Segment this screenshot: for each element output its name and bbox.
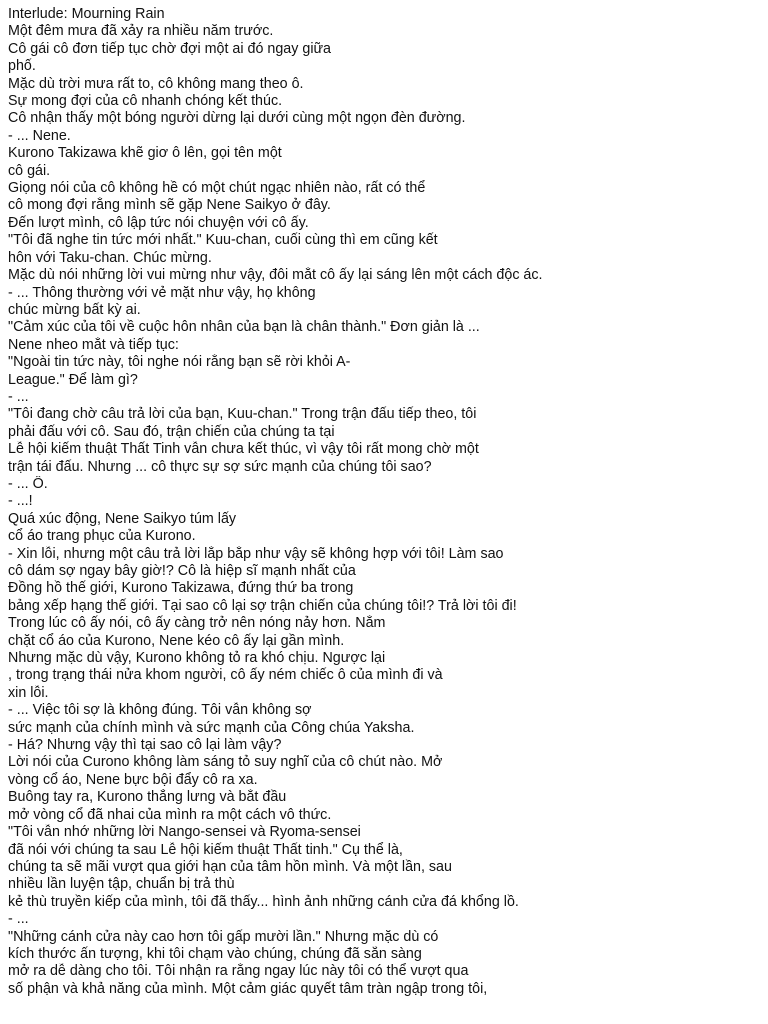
text-line: Mặc dù trời mưa rất to, cô không mang theo ô.: [8, 75, 304, 92]
text-line: kích thước ấn tượng, khi tôi chạm vào chúng, chúng đã sẵn sàng: [8, 945, 422, 962]
text-line: League." Để làm gì?: [8, 371, 138, 388]
text-line: cô dám sợ ngay bây giờ!? Cô là hiệp sĩ mạnh nhất của: [8, 563, 356, 579]
text-line: chúc mừng bất kỳ ai.: [8, 301, 141, 318]
text-line: "Tôi đã nghe tin tức mới nhất." Kuu-chan, cuối cùng thì em cũng kết: [8, 232, 438, 249]
text-line: số phận và khả năng của mình. Một cảm giác quyết tâm tràn ngập trong tôi,: [8, 980, 488, 997]
text-line: vòng cổ áo, Nene bực bội đẩy cô ra xa.: [8, 771, 258, 788]
text-line: "Ngoài tin tức này, tôi nghe nói rằng bạn sẽ rời khỏi A-: [8, 354, 351, 371]
text-line: hôn với Taku-chan. Chúc mừng.: [8, 249, 212, 266]
text-line: "Cảm xúc của tôi về cuộc hôn nhân của bạn là chân thành." Đơn giản là ...: [8, 319, 480, 336]
text-line: phải đấu với cô. Sau đó, trận chiến của chúng ta tại: [8, 423, 335, 440]
text-line: Cô nhận thấy một bóng người dừng lại dưới cùng một ngọn đèn đường.: [8, 110, 466, 127]
text-line: Quá xúc động, Nene Saikyo túm lấy: [8, 510, 237, 527]
text-line: Trong lúc cô ấy nói, cô ấy càng trở nên nóng nảy hơn. Nắm: [8, 615, 386, 632]
text-line: cô mong đợi rằng mình sẽ gặp Nene Saikyo ở đây.: [8, 197, 331, 214]
text-line: Mặc dù nói những lời vui mừng như vậy, đôi mắt cô ấy lại sáng lên một cách độc ác.: [8, 267, 543, 284]
text-line: Lời nói của Curono không làm sáng tỏ suy nghĩ của cô chút nào. Mở: [8, 754, 443, 771]
text-line: - ...!: [8, 493, 33, 510]
text-line: phố.: [8, 58, 36, 75]
text-line: "Tôi vẫn nhớ những lời Nango-sensei và Ryoma-sensei: [8, 824, 361, 841]
text-line: Lễ hội kiếm thuật Thất Tinh vẫn chưa kết thúc, vì vậy tôi rất mong chờ một: [8, 441, 479, 458]
text-line: kẻ thù truyền kiếp của mình, tôi đã thấy... hình ảnh những cánh cửa đá khổng lồ.: [8, 893, 519, 910]
text-line: Buông tay ra, Kurono thẳng lưng và bắt đầu: [8, 789, 287, 806]
text-line: - ... Nene.: [8, 127, 71, 144]
text-line: Một đêm mưa đã xảy ra nhiều năm trước.: [8, 23, 274, 40]
text-line: bảng xếp hạng thế giới. Tại sao cô lại sợ trận chiến của chúng tôi!? Trả lời tôi đi!: [8, 597, 517, 614]
text-line: Giọng nói của cô không hề có một chút ngạc nhiên nào, rất có thể: [8, 180, 426, 197]
text-line: Đến lượt mình, cô lập tức nói chuyện với cô ấy.: [8, 214, 309, 231]
text-line: trận tái đấu. Nhưng ... cô thực sự sợ sức mạnh của chúng tôi sao?: [8, 458, 432, 475]
text-line: xin lỗi.: [8, 684, 49, 701]
text-line: mở vòng cổ đã nhai của mình ra một cách vô thức.: [8, 806, 332, 823]
text-line: nhiều lần luyện tập, chuẩn bị trả thù: [8, 876, 235, 893]
text-line: , trong trạng thái nửa khom người, cô ấy ném chiếc ô của mình đi và: [8, 667, 443, 684]
text-line: Cô gái cô đơn tiếp tục chờ đợi một ai đó ngay giữa: [8, 40, 332, 57]
text-line: cô gái.: [8, 162, 51, 179]
text-line: Nene nheo mắt và tiếp tục:: [8, 336, 179, 353]
text-line: chặt cổ áo của Kurono, Nene kéo cô ấy lại gần mình.: [8, 632, 345, 649]
text-line: Sự mong đợi của cô nhanh chóng kết thúc.: [8, 93, 283, 110]
text-line: đã nói với chúng ta sau Lễ hội kiếm thuật Thất tinh." Cụ thể là,: [8, 841, 403, 858]
text-line: sức mạnh của chính mình và sức mạnh của Công chúa Yaksha.: [8, 719, 415, 736]
document-title: Interlude: Mourning Rain: [8, 6, 165, 22]
text-line: chúng ta sẽ mãi vượt qua giới hạn của tâm hồn mình. Và một lần, sau: [8, 858, 452, 875]
text-line: "Tôi đang chờ câu trả lời của bạn, Kuu-chan." Trong trận đấu tiếp theo, tôi: [8, 406, 477, 423]
text-line: - ...: [8, 388, 29, 405]
text-line: Đồng hồ thế giới, Kurono Takizawa, đứng thứ ba trong: [8, 580, 354, 597]
text-line: - ... Việc tôi sợ là không đúng. Tôi vẫn không sợ: [8, 702, 312, 719]
text-line: Kurono Takizawa khẽ giơ ô lên, gọi tên một: [8, 145, 282, 162]
text-line: - ... Thông thường với vẻ mặt như vậy, họ không: [8, 284, 316, 301]
text-line: Nhưng mặc dù vậy, Kurono không tỏ ra khó chịu. Ngược lại: [8, 650, 386, 667]
text-line: cổ áo trang phục của Kurono.: [8, 528, 196, 545]
text-line: - Xin lỗi, nhưng một câu trả lời lắp bắp như vậy sẽ không hợp với tôi! Làm sao: [8, 545, 504, 562]
text-line: - ...: [8, 911, 29, 928]
text-line: - ... Ồ.: [8, 475, 48, 492]
text-line: "Những cánh cửa này cao hơn tôi gấp mười lần." Nhưng mặc dù có: [8, 928, 439, 945]
text-line: - Há? Nhưng vậy thì tại sao cô lại làm vậy?: [8, 737, 282, 754]
text-line: mở ra dễ dàng cho tôi. Tôi nhận ra rằng ngay lúc này tôi có thể vượt qua: [8, 963, 469, 980]
